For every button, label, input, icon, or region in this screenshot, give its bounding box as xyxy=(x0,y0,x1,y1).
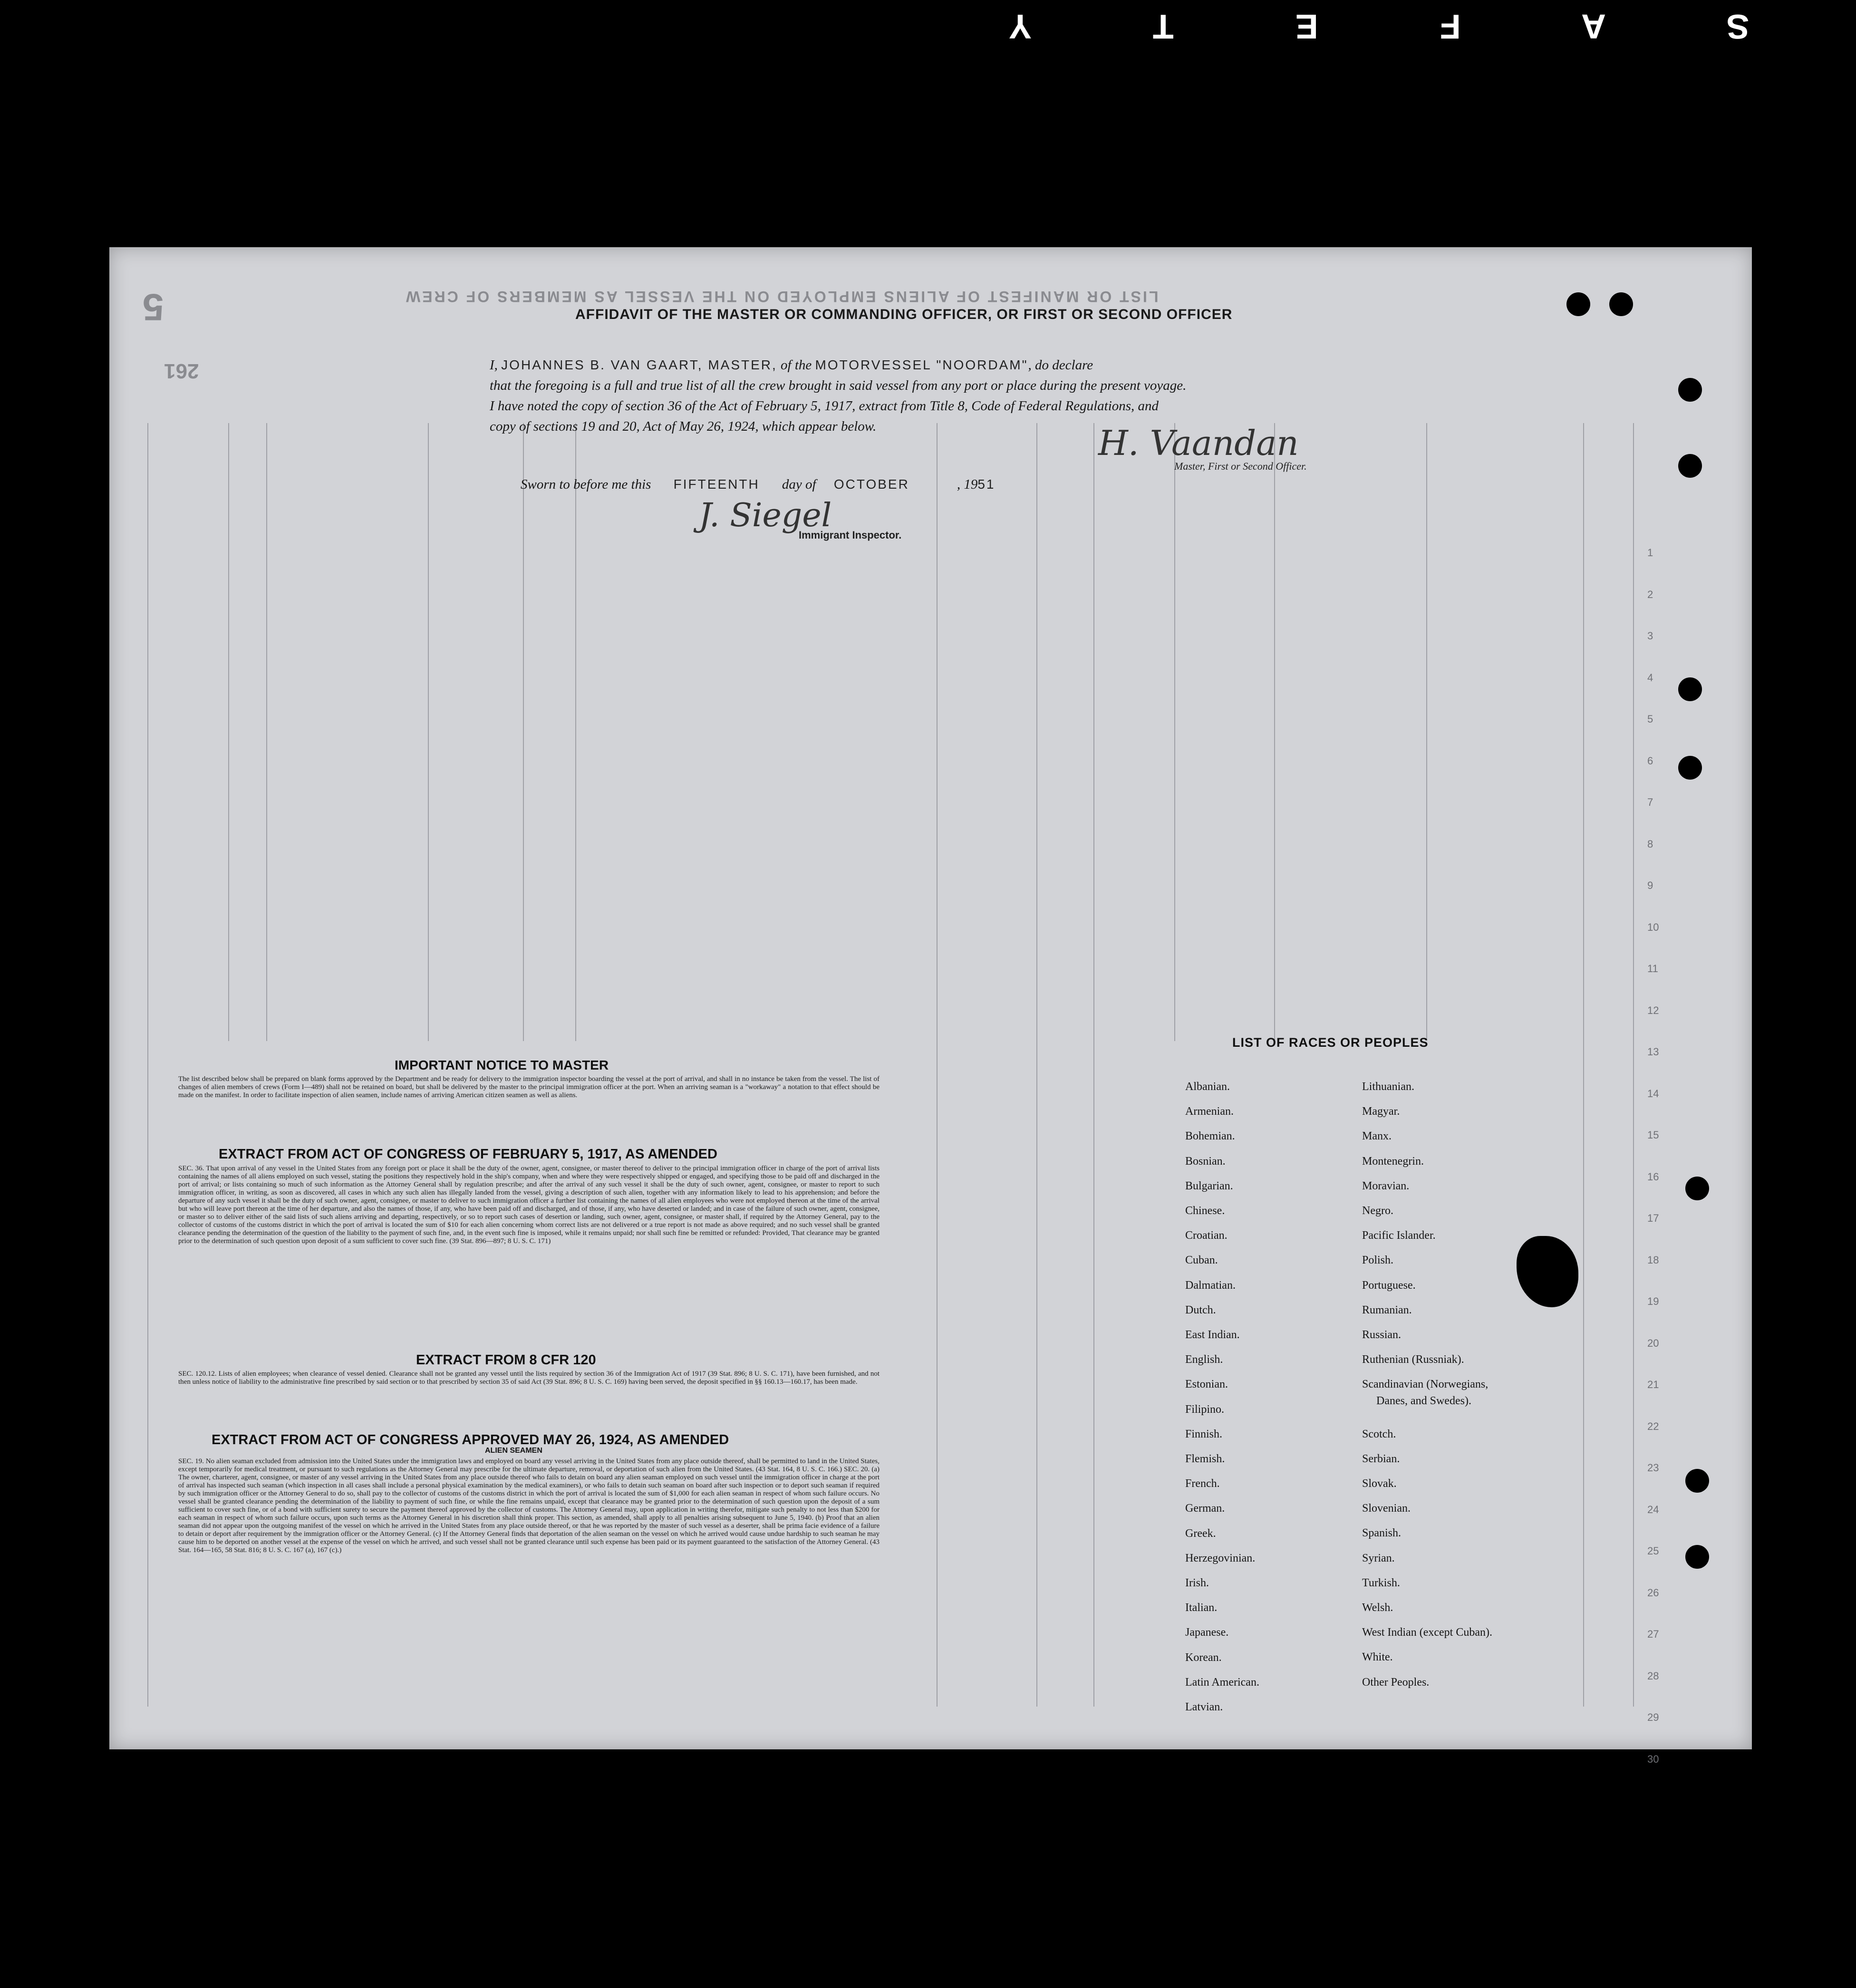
inspector-label: Immigrant Inspector. xyxy=(799,529,902,541)
row-number: 23 xyxy=(1647,1462,1659,1474)
master-signature: H. Vaandan xyxy=(1098,423,1299,463)
row-number: 25 xyxy=(1647,1545,1659,1557)
race-entry: Negro. xyxy=(1362,1205,1393,1217)
race-entry: Turkish. xyxy=(1362,1576,1400,1589)
row-number: 20 xyxy=(1647,1337,1659,1349)
row-number: 1 xyxy=(1647,547,1653,559)
punch-hole xyxy=(1678,454,1702,478)
extract-cfr-title: EXTRACT FROM 8 CFR 120 xyxy=(416,1352,596,1368)
race-entry: Finnish. xyxy=(1185,1428,1223,1440)
race-entry: Greek. xyxy=(1185,1527,1216,1540)
race-entry: Lithuanian. xyxy=(1362,1081,1414,1093)
race-entry: Filipino. xyxy=(1185,1403,1225,1416)
row-number: 12 xyxy=(1647,1004,1659,1016)
extract-1924-text: SEC. 19. No alien seaman excluded from admission into the United States under the immigration laws and employed on board any vessel arriving in the United States from any place outside thereof, shall be permitted to land in the United States, except temporarily for medical treatment, or pursuant to such regulations as the Attorney General may prescribe for the ultimate departure, removal, or deportation of such alien from the United States. (43 Stat. 164, 8 U. S. C. 166.) SEC. 20. (a) The owner, charterer, agent, consignee, or master of any vessel arriving in the United States from any place outside thereof who fails to detain on board any alien seaman employed on such vessel until the immigration officer in charge at the port of arrival has inspected such seaman (which inspection in all cases shall include a personal physical examination by the medical examiners), or who fails to detain such seaman on board after such inspection or to deport such seaman if required by such immigration officer or the Attorney General to do so, shall pay to the collector of customs of the customs district in which the port of arrival is located the sum of $1,000 for each alien seaman in respect of whom such failure occurs. No vessel shall be granted clearance pending the determination of the liability to payment of such fine, or while the fine remains unpaid, except that clearance may be granted prior to the determination of such question upon the deposit of a sum sufficient to cover such fine, or of a bond with sufficient surety to secure the payment thereof approved by the collector of customs. The Attorney General may, upon application in writing therefor, mitigate such penalty to not less than $200 for each seaman in respect of whom such failure occurs, upon such terms as the Attorney General in his discretion shall think proper. This section, as amended, shall apply to all penalties arising subsequent to June 5, 1940. (b) Proof that an alien seaman did not appear upon the outgoing manifest of the vessel on which he arrived in the United States from any place outside thereof, or that he was reported by the master of such vessel as a deserter, shall be prima facie evidence of a failure to detain or deport after requirement by the immigration officer or the Attorney General. (c) If the Attorney General finds that deportation of the alien seaman on the vessel on which he arrived would cause undue hardship to such seaman he may cause him to be deported on another vessel at the expense of the vessel on which he arrived, and such vessel shall not be granted clearance until such expense has been paid or its payment guaranteed to the satisfaction of the Attorney General. (43 Stat. 164—165, 58 Stat. 816; 8 U. S. C. 167 (a), 167 (c).) xyxy=(178,1457,880,1554)
affidavit-line-2: that the foregoing is a full and true list of all the crew brought in said vessel from any port or place during the present voyage. xyxy=(490,378,1187,393)
row-number: 16 xyxy=(1647,1170,1659,1183)
race-entry: Estonian. xyxy=(1185,1378,1228,1391)
race-entry: Latvian. xyxy=(1185,1701,1223,1713)
punch-hole xyxy=(1678,677,1702,701)
race-entry: Japanese. xyxy=(1185,1626,1229,1639)
extract-1924-title: EXTRACT FROM ACT OF CONGRESS APPROVED MAY 26, 1924, AS AMENDED xyxy=(212,1432,729,1448)
bleed-through-page-number: 261 xyxy=(164,359,199,383)
race-entry: Latin American. xyxy=(1185,1676,1259,1689)
row-number: 5 xyxy=(1647,713,1653,725)
punch-hole xyxy=(1566,292,1590,316)
race-entry: Polish. xyxy=(1362,1254,1394,1267)
affidavit-line-4: copy of sections 19 and 20, Act of May 26, 1924, which appear below. xyxy=(490,419,877,434)
sworn-line: Sworn to before me this FIFTEENTH day of OCTOBER , 1951 xyxy=(521,477,996,492)
film-edge-label: S A F E T Y xyxy=(953,7,1750,45)
row-number: 10 xyxy=(1647,921,1659,933)
punch-hole xyxy=(1678,378,1702,402)
row-number: 4 xyxy=(1647,671,1653,684)
race-entry: Bulgarian. xyxy=(1185,1179,1233,1192)
sworn-day: FIFTEENTH xyxy=(673,477,760,492)
extract-1924-subtitle: ALIEN SEAMEN xyxy=(485,1447,542,1455)
race-entry: Bosnian. xyxy=(1185,1155,1226,1168)
master-name: JOHANNES B. VAN GAART, MASTER, xyxy=(501,357,777,372)
extract-1917-text: SEC. 36. That upon arrival of any vessel in the United States from any foreign port or place it shall be the duty of the owner, agent, consignee, or master thereof to deliver to the principal immigration officer in charge of the port of arrival lists containing the names of all aliens employed on such vessel, stating the positions they respectively hold in the ship's company, when and where they were respectively shipped or engaged, and specifying those to be paid off and discharged in the port of arrival; or lists containing so much of such information as the Attorney General shall by regulation prescribe; and after the arrival of any such vessel it shall be the duty of such owner, agent, consignee, or master to report to such immigration officer, in writing, as soon as discovered, all cases in which any such alien has illegally landed from the vessel, giving a description of such alien, together with any information likely to lead to his apprehension; and before the departure of any such vessel it shall be the duty of such owner, agent, consignee, or master to deliver to such immigration officer a further list containing the names of all alien employees who were not employed thereon at the time of the arrival but who will leave port thereon at the time of her departure, and also the names of those, if any, who have been paid off and discharged, and of those, if any, who have deserted or landed; and in case of the failure of such owner, agent, consignee, or master so to deliver either of the said lists of such aliens arriving and departing, respectively, or so to report such cases of desertion or landing, such owner, agent, consignee, or master shall, if required by the Attorney General, pay to the collector of customs of the customs district in which the port of arrival is located the sum of $10 for each alien concerning whom correct lists are not delivered or a true report is not made as above required; and no such vessel shall be granted clearance pending the determination of the question of the liability to the payment of such fine, and, in the event such fine is imposed, while it remains unpaid; nor shall such fine be remitted or refunded: Provided, That clearance may be granted prior to the determination of such question upon deposit of a sum sufficient to cover such fine. (39 Stat. 896—897; 8 U. S. C. 171) xyxy=(178,1165,880,1245)
row-number: 28 xyxy=(1647,1670,1659,1682)
affidavit-title: AFFIDAVIT OF THE MASTER OR COMMANDING OFFICER, OR FIRST OR SECOND OFFICER xyxy=(575,307,1233,322)
race-entry: Moravian. xyxy=(1362,1179,1410,1192)
race-entry: Italian. xyxy=(1185,1602,1218,1614)
master-signature-label: Master, First or Second Officer. xyxy=(1174,460,1307,472)
extract-cfr-text: SEC. 120.12. Lists of alien employees; when clearance of vessel denied. Clearance shall not be granted any vessel until the lists required by section 36 of the Immigration Act of 1917 (39 Stat. 896; 8 U. S. C. 171), have been furnished, and not then unless notice of liability to the administrative fine prescribed by said section or to that prescribed by section 35 of said Act (39 Stat. 896; 8 U. S. C. 169) having been served, the deposit specified in §§ 160.13—160.17, has been made. xyxy=(178,1370,880,1386)
row-number: 14 xyxy=(1647,1087,1659,1100)
punch-hole xyxy=(1609,292,1633,316)
race-entry: Syrian. xyxy=(1362,1552,1395,1564)
race-entry: West Indian (except Cuban). xyxy=(1362,1626,1492,1639)
race-entry: Herzegovinian. xyxy=(1185,1552,1256,1564)
row-number: 15 xyxy=(1647,1129,1659,1141)
race-entry: Dutch. xyxy=(1185,1303,1216,1316)
race-entry: Chinese. xyxy=(1185,1205,1225,1217)
race-entry: Pacific Islander. xyxy=(1362,1229,1436,1242)
row-number: 7 xyxy=(1647,796,1653,808)
row-number: 29 xyxy=(1647,1711,1659,1723)
row-number: 8 xyxy=(1647,838,1653,850)
row-number: 11 xyxy=(1647,963,1658,975)
bleed-through-title: LIST OR MANIFEST OF ALIENS EMPLOYED ON THE VESSEL AS MEMBERS OF CREW xyxy=(404,288,1159,305)
row-number: 30 xyxy=(1647,1753,1659,1765)
race-entry: Armenian. xyxy=(1185,1105,1234,1118)
punch-hole xyxy=(1685,1469,1709,1493)
race-entry: Russian. xyxy=(1362,1329,1402,1341)
row-number: 18 xyxy=(1647,1254,1659,1266)
race-entry: English. xyxy=(1185,1353,1223,1366)
race-entry: East Indian. xyxy=(1185,1329,1240,1341)
race-entry: White. xyxy=(1362,1651,1393,1664)
extract-1917-title: EXTRACT FROM ACT OF CONGRESS OF FEBRUARY 5, 1917, AS AMENDED xyxy=(219,1147,717,1162)
row-number: 9 xyxy=(1647,879,1653,891)
race-entry: Serbian. xyxy=(1362,1452,1400,1465)
vessel-name: MOTORVESSEL "NOORDAM" xyxy=(815,357,1028,372)
affidavit-line-1: I, JOHANNES B. VAN GAART, MASTER, of the MOTORVESSEL "NOORDAM", do declare xyxy=(490,357,1093,373)
race-entry: Bohemian. xyxy=(1185,1130,1235,1143)
race-entry: Ruthenian (Russniak). xyxy=(1362,1353,1464,1366)
notice-title: IMPORTANT NOTICE TO MASTER xyxy=(395,1058,609,1072)
race-entry: Slovak. xyxy=(1362,1477,1397,1490)
affidavit-line-3: I have noted the copy of section 36 of the Act of February 5, 1917, extract from Title 8, Code of Federal Regulations, and xyxy=(490,398,1159,414)
row-number: 2 xyxy=(1647,588,1653,600)
row-number: 26 xyxy=(1647,1586,1659,1599)
notice-text: The list described below shall be prepared on blank forms approved by the Department and be ready for delivery to the immigration inspector boarding the vessel at the port of arrival, and shall in no instance be taken from the vessel. The list of changes of alien members of crews (Form I—489) shall not be retained on board, but shall be delivered by the master to the principal immigration officer at the port. When an arriving seaman is a "workaway" a notation to that effect should be made on the manifest. In order to facilitate inspection of alien seamen, include names of arriving American citizen seamen as well as aliens. xyxy=(178,1075,880,1099)
race-entry: Danes, and Swedes). xyxy=(1376,1395,1471,1408)
race-entry: Montenegrin. xyxy=(1362,1155,1424,1168)
punch-hole xyxy=(1685,1177,1709,1200)
row-number: 3 xyxy=(1647,630,1653,642)
punch-hole xyxy=(1685,1545,1709,1569)
inspector-signature: J. Siegel xyxy=(699,497,832,534)
race-entry: Manx. xyxy=(1362,1130,1392,1143)
bleed-through-sheet-number: 5 xyxy=(143,286,164,328)
race-entry: Slovenian. xyxy=(1362,1502,1411,1515)
row-number: 6 xyxy=(1647,754,1653,767)
race-entry: Portuguese. xyxy=(1362,1279,1416,1292)
race-entry: Flemish. xyxy=(1185,1453,1225,1465)
race-entry: Dalmatian. xyxy=(1185,1279,1236,1292)
race-entry: Irish. xyxy=(1185,1577,1209,1589)
race-entry: Albanian. xyxy=(1185,1081,1230,1093)
race-entry: Scandinavian (Norwegians, xyxy=(1362,1378,1489,1391)
race-entry: Croatian. xyxy=(1185,1229,1228,1242)
row-number: 27 xyxy=(1647,1628,1659,1640)
race-entry: Cuban. xyxy=(1185,1254,1218,1267)
race-entry: Other Peoples. xyxy=(1362,1676,1430,1689)
row-number: 19 xyxy=(1647,1295,1659,1307)
punch-hole xyxy=(1678,756,1702,780)
race-entry: German. xyxy=(1185,1502,1225,1515)
races-title: LIST OF RACES OR PEOPLES xyxy=(1232,1035,1429,1050)
row-number: 13 xyxy=(1647,1046,1659,1058)
sworn-year: 51 xyxy=(977,477,996,492)
row-number: 24 xyxy=(1647,1503,1659,1515)
race-entry: Spanish. xyxy=(1362,1527,1402,1540)
race-entry: Rumanian. xyxy=(1362,1303,1412,1316)
race-entry: Scotch. xyxy=(1362,1428,1396,1440)
row-number: 21 xyxy=(1647,1379,1659,1390)
race-entry: Korean. xyxy=(1185,1651,1222,1664)
race-entry: Magyar. xyxy=(1362,1105,1400,1118)
row-number: 22 xyxy=(1647,1420,1659,1432)
race-entry: French. xyxy=(1185,1477,1220,1490)
sworn-month: OCTOBER xyxy=(833,477,909,492)
race-entry: Welsh. xyxy=(1362,1602,1393,1614)
row-number: 17 xyxy=(1647,1212,1659,1224)
